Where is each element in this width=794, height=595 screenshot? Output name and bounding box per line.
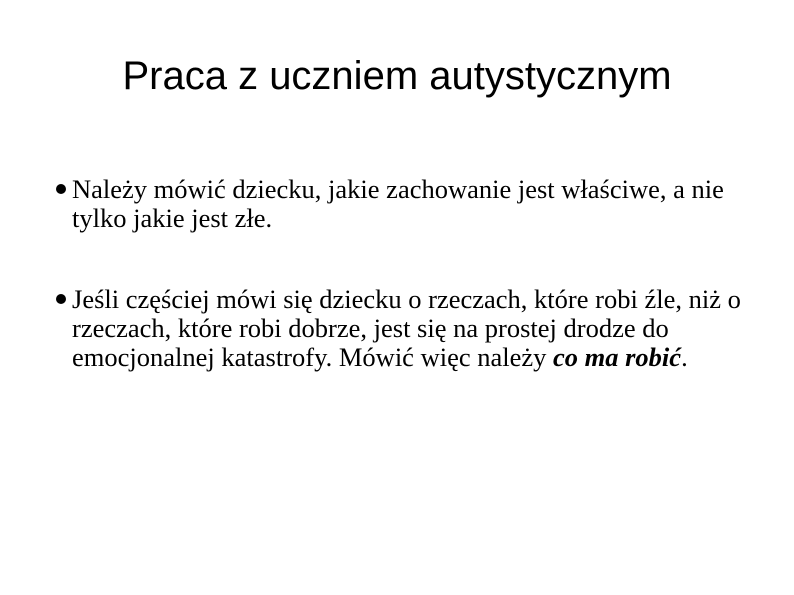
bullet-text: Należy mówić dziecku, jakie zachowanie jest właściwe, a nie tylko jakie jest złe.: [72, 174, 724, 233]
slide-title: Praca z uczniem autystycznym: [122, 54, 672, 98]
bullet-dot-icon: [56, 184, 66, 194]
bullet-item: [52, 285, 772, 372]
bullet-dot-icon: [56, 294, 66, 304]
bullet-list: [52, 175, 772, 372]
bullet-emphasis-text: co ma robić: [553, 342, 682, 372]
bullet-item: [52, 175, 772, 233]
bullet-text-end: .: [681, 342, 688, 372]
bullet-text: Jeśli częściej mówi się dziecku o rzeczach, które robi źle, niż o rzeczach, które robi dobrze, jest się na prostej drodze do emocjonalnej katastrofy. Mówić więc należy: [72, 284, 741, 372]
